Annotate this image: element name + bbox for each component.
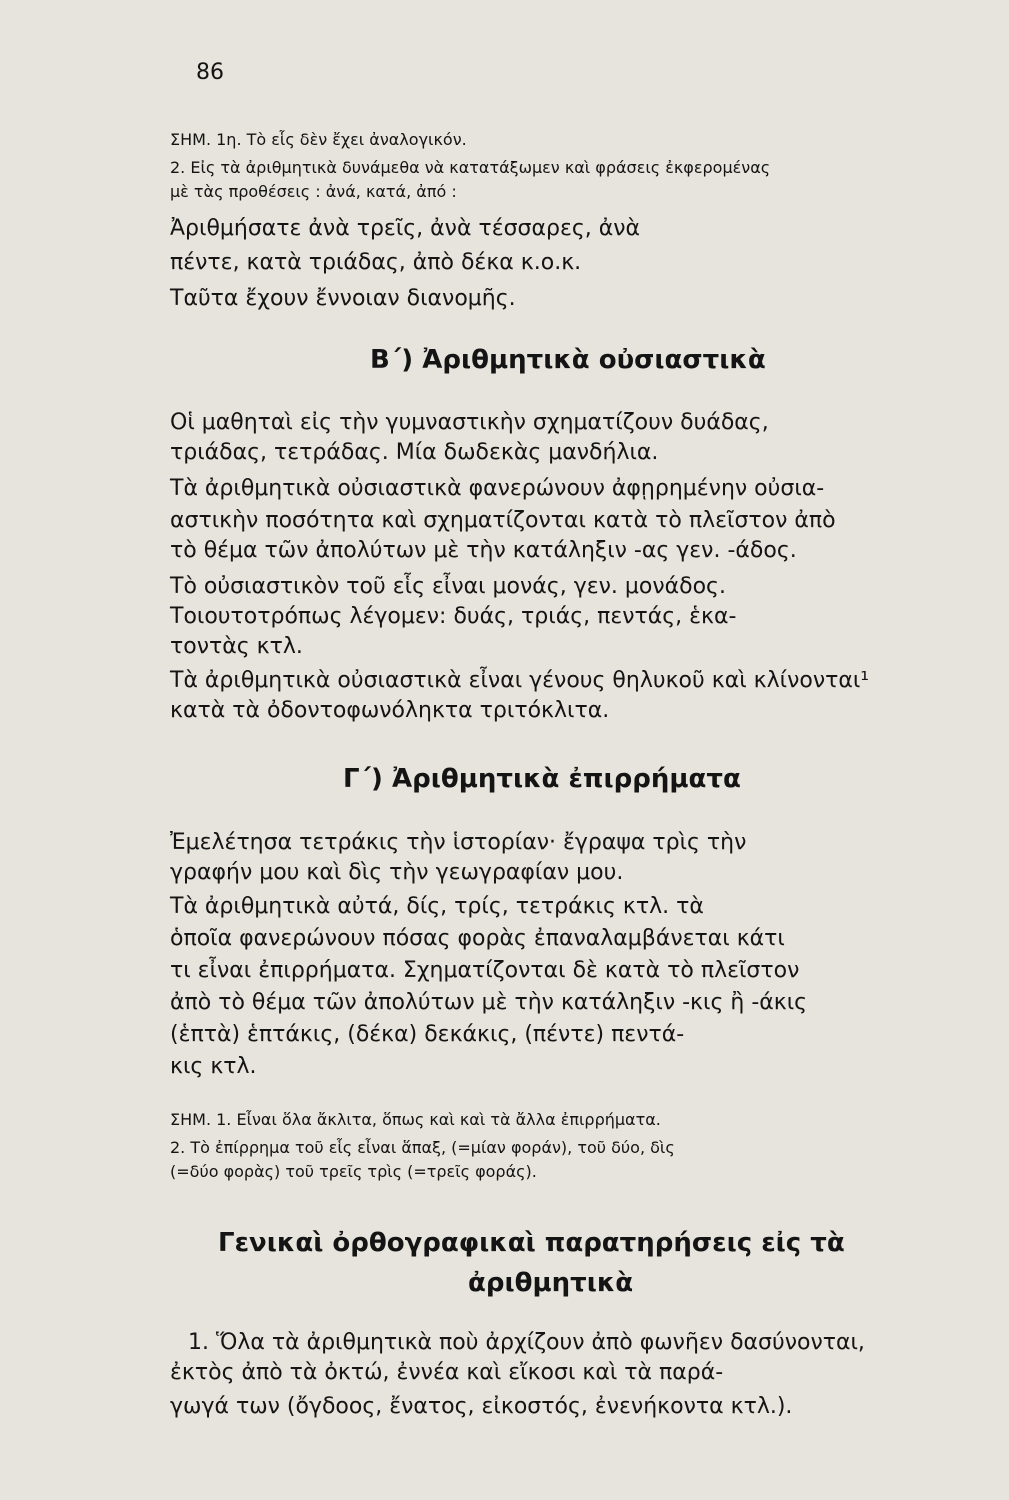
body-line: 1. Ὅλα τὰ ἀριθμητικὰ ποὺ ἀρχίζουν ἀπὸ φωνῆεν δασύνονται,: [188, 1330, 865, 1355]
body-line: γραφήν μου καὶ δὶς τὴν γεωγραφίαν μου.: [170, 860, 624, 885]
body-line: γωγά των (ὄγδοος, ἔνατος, εἰκοστός, ἐνενήκοντα κτλ.).: [170, 1394, 793, 1419]
body-line: τι εἶναι ἐπιρρήματα. Σχηματίζονται δὲ κατὰ τὸ πλεῖστον: [170, 958, 800, 983]
body-line: Ἐμελέτησα τετράκις τὴν ἱστορίαν· ἔγραψα τρὶς τὴν: [170, 830, 747, 855]
note-line: ΣΗΜ. 1η. Τὸ εἷς δὲν ἔχει ἀναλογικόν.: [170, 130, 467, 149]
body-line: (ἑπτὰ) ἑπτάκις, (δέκα) δεκάκις, (πέντε) πεντά-: [170, 1022, 685, 1047]
body-line: αστικὴν ποσότητα καὶ σχηματίζονται κατὰ τὸ πλεῖστον ἀπὸ: [170, 508, 836, 533]
page-number: 86: [196, 60, 224, 85]
note-line: 2. Εἰς τὰ ἀριθμητικὰ δυνάμεθα νὰ κατατάξωμεν καὶ φράσεις ἐκφερομένας: [170, 158, 771, 177]
note-line: μὲ τὰς προθέσεις : ἀνά, κατά, ἀπό :: [170, 182, 457, 201]
body-line: Τὰ ἀριθμητικὰ οὐσιαστικὰ εἶναι γένους θηλυκοῦ καὶ κλίνονται¹: [170, 668, 870, 693]
section-heading: Β΄) Ἀριθμητικὰ οὐσιαστικὰ: [370, 345, 766, 375]
body-line: Τὰ ἀριθμητικὰ αὐτά, δίς, τρίς, τετράκις κτλ. τὰ: [170, 894, 704, 919]
body-line: Τὸ οὐσιαστικὸν τοῦ εἷς εἶναι μονάς, γεν. μονάδος.: [170, 574, 726, 599]
body-line: ἐκτὸς ἀπὸ τὰ ὀκτώ, ἐννέα καὶ εἴκοσι καὶ τὰ παρά-: [170, 1360, 724, 1385]
body-line: Τὰ ἀριθμητικὰ οὐσιαστικὰ φανερώνουν ἀφῃρημένην οὐσια-: [170, 476, 825, 501]
body-line: κις κτλ.: [170, 1054, 257, 1079]
body-line: ἀπὸ τὸ θέμα τῶν ἀπολύτων μὲ τὴν κατάληξιν -κις ἢ -άκις: [170, 990, 808, 1015]
example-line: πέντε, κατὰ τριάδας, ἀπὸ δέκα κ.ο.κ.: [170, 250, 582, 275]
body-line: ὁποῖα φανερώνουν πόσας φορὰς ἐπαναλαμβάνεται κάτι: [170, 926, 785, 951]
section-heading: Γενικαὶ ὀρθογραφικαὶ παρατηρήσεις εἰς τὰ: [218, 1228, 845, 1258]
body-line: τριάδας, τετράδας. Μία δωδεκὰς μανδήλια.: [170, 440, 659, 465]
note-line: 2. Τὸ ἐπίρρημα τοῦ εἷς εἶναι ἅπαξ, (=μίαν φοράν), τοῦ δύο, δὶς: [170, 1138, 675, 1157]
example-line: Ἀριθμήσατε ἀνὰ τρεῖς, ἀνὰ τέσσαρες, ἀνὰ: [170, 216, 641, 241]
body-line: κατὰ τὰ ὀδοντοφωνόληκτα τριτόκλιτα.: [170, 698, 610, 723]
body-line: Τοιουτοτρόπως λέγομεν: δυάς, τριάς, πεντάς, ἑκα-: [170, 604, 737, 629]
section-heading: Γ΄) Ἀριθμητικὰ ἐπιρρήματα: [343, 764, 741, 794]
note-line: ΣΗΜ. 1. Εἶναι ὅλα ἄκλιτα, ὅπως καὶ καὶ τὰ ἄλλα ἐπιρρήματα.: [170, 1110, 661, 1129]
example-line: Ταῦτα ἔχουν ἔννοιαν διανομῆς.: [170, 286, 516, 311]
body-line: τὸ θέμα τῶν ἀπολύτων μὲ τὴν κατάληξιν -ας γεν. -άδος.: [170, 538, 797, 563]
body-line: Οἱ μαθηταὶ εἰς τὴν γυμναστικὴν σχηματίζουν δυάδας,: [170, 410, 769, 435]
note-line: (=δύο φορὰς) τοῦ τρεῖς τρὶς (=τρεῖς φοράς).: [170, 1162, 537, 1181]
section-heading: ἀριθμητικὰ: [468, 1268, 634, 1298]
body-line: τοντὰς κτλ.: [170, 634, 303, 659]
